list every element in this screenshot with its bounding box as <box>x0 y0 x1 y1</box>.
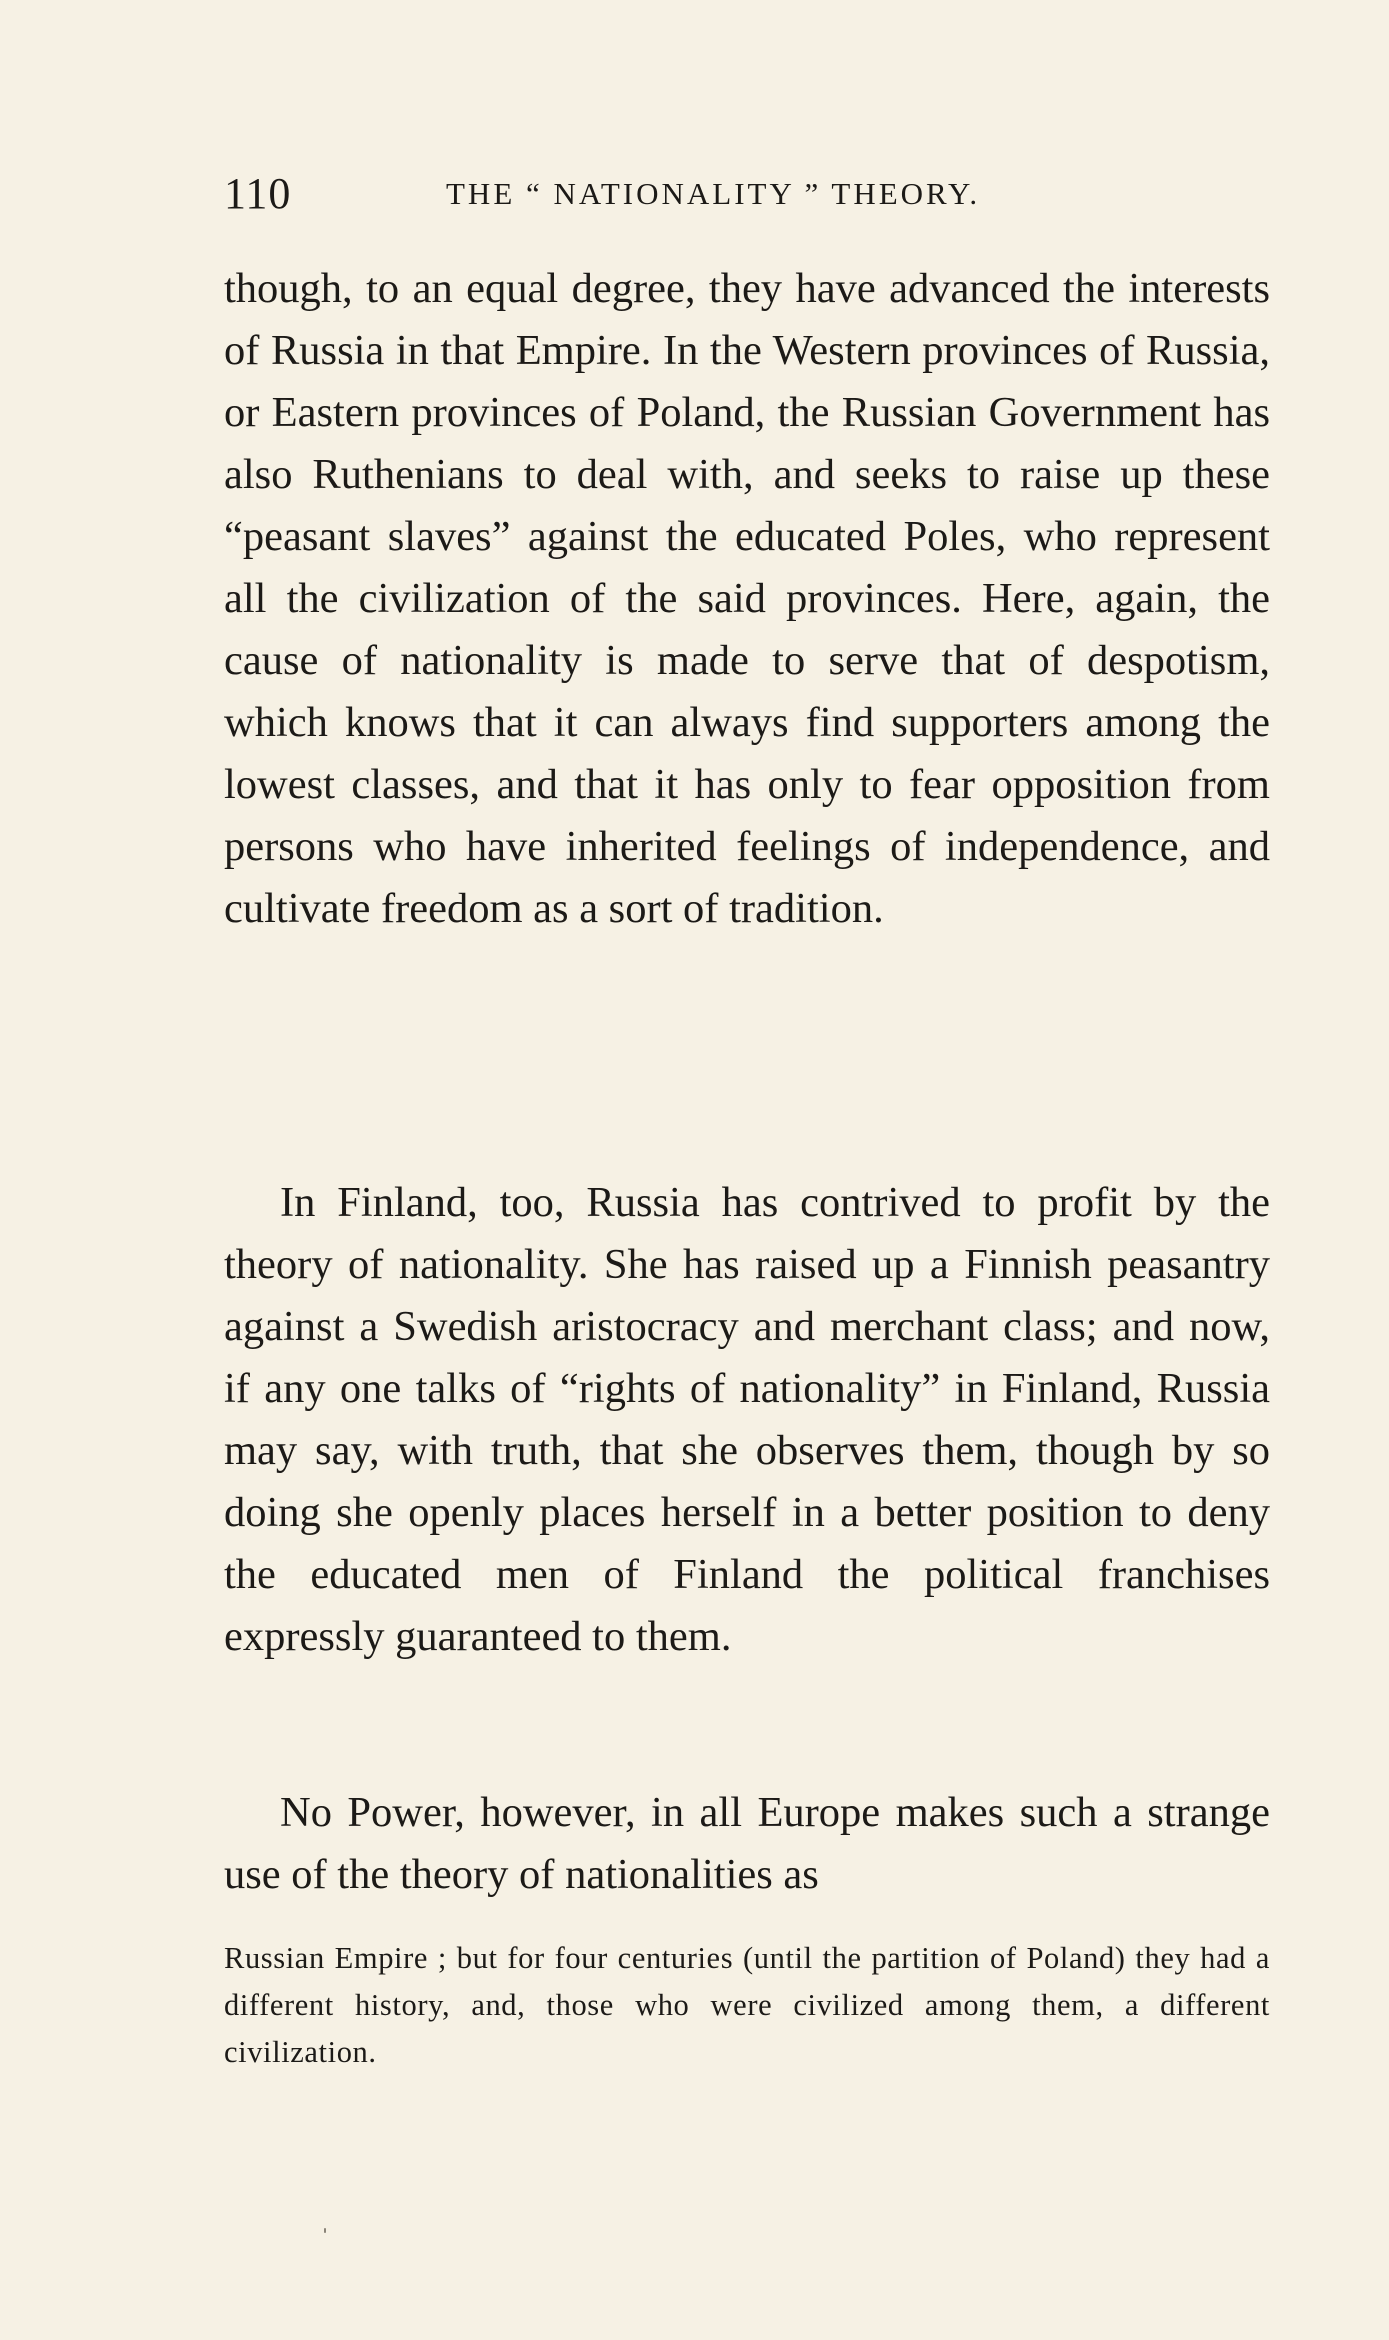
footnote: Russian Empire ; but for four centuries (until the partition of Poland) they had a different history, and, those who were civilized among them, a different civilization. <box>224 1941 1270 2069</box>
paragraph-finland: In Finland, too, Russia has contrived to profit by the theory of nationality. She has raised up a Finnish peasantry against a Swedish aristocracy and merchant class; and now, if any one talks of “rights of nationality” in Finland, Russia may say, with truth, that she observes them, though by so doing she openly places herself in a better position to deny the educated men of Finland the political franchises expressly guaranteed to them. <box>224 1179 1270 1660</box>
paragraph-continuation: though, to an equal degree, they have advanced the interests of Russia in that Empire. In the Western provinces of Russia, or Eastern provinces of Poland, the Russian Government has also Ruthenians to deal with, and seeks to raise up these “peasant slaves” against the educated Poles, who represent all the civilization of the said provinces. Here, again, the cause of nationality is made to serve that of despotism, which knows that it can always find supporters among the lowest classes, and that it has only to fear opposition from persons who have inherited feelings of independence, and cultivate freedom as a sort of tradition. <box>224 265 1270 932</box>
running-head <box>224 168 1270 218</box>
running-title: THE “ NATIONALITY ” THEORY. <box>446 176 981 211</box>
page-number: 110 <box>224 169 292 218</box>
paper-speck <box>324 2228 326 2233</box>
paragraph-no-power: No Power, however, in all Europe makes such a strange use of the theory of nationalities as <box>224 1789 1270 1898</box>
